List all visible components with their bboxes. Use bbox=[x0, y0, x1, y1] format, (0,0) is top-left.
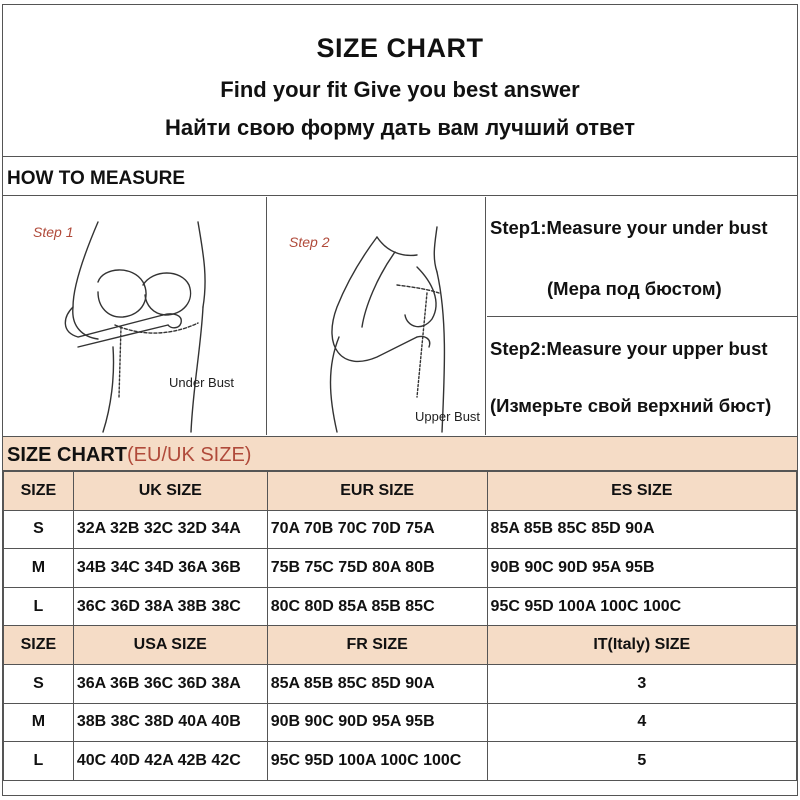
size-table bbox=[3, 471, 797, 781]
table-header-cell: ES SIZE bbox=[487, 472, 796, 511]
step1-text-russian: (Мера под бюстом) bbox=[547, 278, 722, 299]
table-cell: 38B 38C 38D 40A 40B bbox=[73, 703, 267, 742]
table-row bbox=[4, 664, 797, 703]
step2-text-russian: (Измерьте свой верхний бюст) bbox=[490, 395, 772, 416]
upper-bust-figure bbox=[267, 197, 486, 435]
table-cell: 90B 90C 90D 95A 95B bbox=[267, 703, 487, 742]
table-header-cell: EUR SIZE bbox=[267, 472, 487, 511]
table-header-cell: SIZE bbox=[4, 472, 74, 511]
figure1-step-label: Step 1 bbox=[33, 224, 74, 240]
measure-steps bbox=[487, 197, 797, 435]
table-cell: S bbox=[4, 664, 74, 703]
table-cell: 70A 70B 70C 70D 75A bbox=[267, 510, 487, 549]
table-cell: 40C 40D 42A 42B 42C bbox=[73, 742, 267, 781]
size-chart-heading bbox=[3, 436, 797, 471]
table-row bbox=[4, 510, 797, 549]
table-cell: 36A 36B 36C 36D 38A bbox=[73, 664, 267, 703]
table-cell: M bbox=[4, 703, 74, 742]
step2-illustration bbox=[267, 197, 486, 435]
table-cell: 36C 36D 38A 38B 38C bbox=[73, 587, 267, 626]
table-cell: 80C 80D 85A 85B 85C bbox=[267, 587, 487, 626]
figure2-step-label: Step 2 bbox=[289, 234, 330, 250]
how-to-measure-label: HOW TO MEASURE bbox=[7, 168, 186, 189]
table-cell: 85A 85B 85C 85D 90A bbox=[267, 664, 487, 703]
size-chart-title: SIZE CHART bbox=[7, 444, 127, 466]
table-header-cell: IT(Italy) SIZE bbox=[487, 626, 796, 665]
table-cell: M bbox=[4, 549, 74, 588]
table-header-cell: UK SIZE bbox=[73, 472, 267, 511]
subtitle-russian: Найти свою форму дать вам лучший ответ bbox=[164, 115, 636, 140]
table1-header-row bbox=[4, 472, 797, 511]
step1-instructions bbox=[487, 197, 797, 317]
step2-instructions bbox=[487, 318, 797, 435]
figure2-caption: Upper Bust bbox=[415, 409, 481, 424]
under-bust-figure bbox=[3, 197, 267, 435]
table-row bbox=[4, 587, 797, 626]
table-cell: 34B 34C 34D 36A 36B bbox=[73, 549, 267, 588]
figure1-caption: Under Bust bbox=[169, 375, 235, 390]
how-to-measure-heading bbox=[3, 158, 797, 196]
step2-text: Step2:Measure your upper bust bbox=[490, 338, 768, 359]
table-cell: 95C 95D 100A 100C 100C bbox=[487, 587, 796, 626]
header bbox=[3, 5, 797, 157]
table-row bbox=[4, 742, 797, 781]
table-cell: 4 bbox=[487, 703, 796, 742]
table-cell: L bbox=[4, 587, 74, 626]
table-cell: 90B 90C 90D 95A 95B bbox=[487, 549, 796, 588]
page-title: SIZE CHART bbox=[316, 33, 484, 63]
table-cell: 32A 32B 32C 32D 34A bbox=[73, 510, 267, 549]
table-row bbox=[4, 549, 797, 588]
step1-illustration bbox=[3, 197, 267, 435]
table-cell: S bbox=[4, 510, 74, 549]
table-cell: 3 bbox=[487, 664, 796, 703]
table-row bbox=[4, 703, 797, 742]
table-cell: 95C 95D 100A 100C 100C bbox=[267, 742, 487, 781]
table-cell: 85A 85B 85C 85D 90A bbox=[487, 510, 796, 549]
table-cell: L bbox=[4, 742, 74, 781]
subtitle-english: Find your fit Give you best answer bbox=[220, 77, 580, 102]
table-header-cell: USA SIZE bbox=[73, 626, 267, 665]
table2-header-row bbox=[4, 626, 797, 665]
table-cell: 5 bbox=[487, 742, 796, 781]
table-cell: 75B 75C 75D 80A 80B bbox=[267, 549, 487, 588]
size-chart-title-suffix: (EU/UK SIZE) bbox=[127, 444, 252, 466]
table-header-cell: FR SIZE bbox=[267, 626, 487, 665]
table-header-cell: SIZE bbox=[4, 626, 74, 665]
step1-text: Step1:Measure your under bust bbox=[490, 217, 768, 238]
